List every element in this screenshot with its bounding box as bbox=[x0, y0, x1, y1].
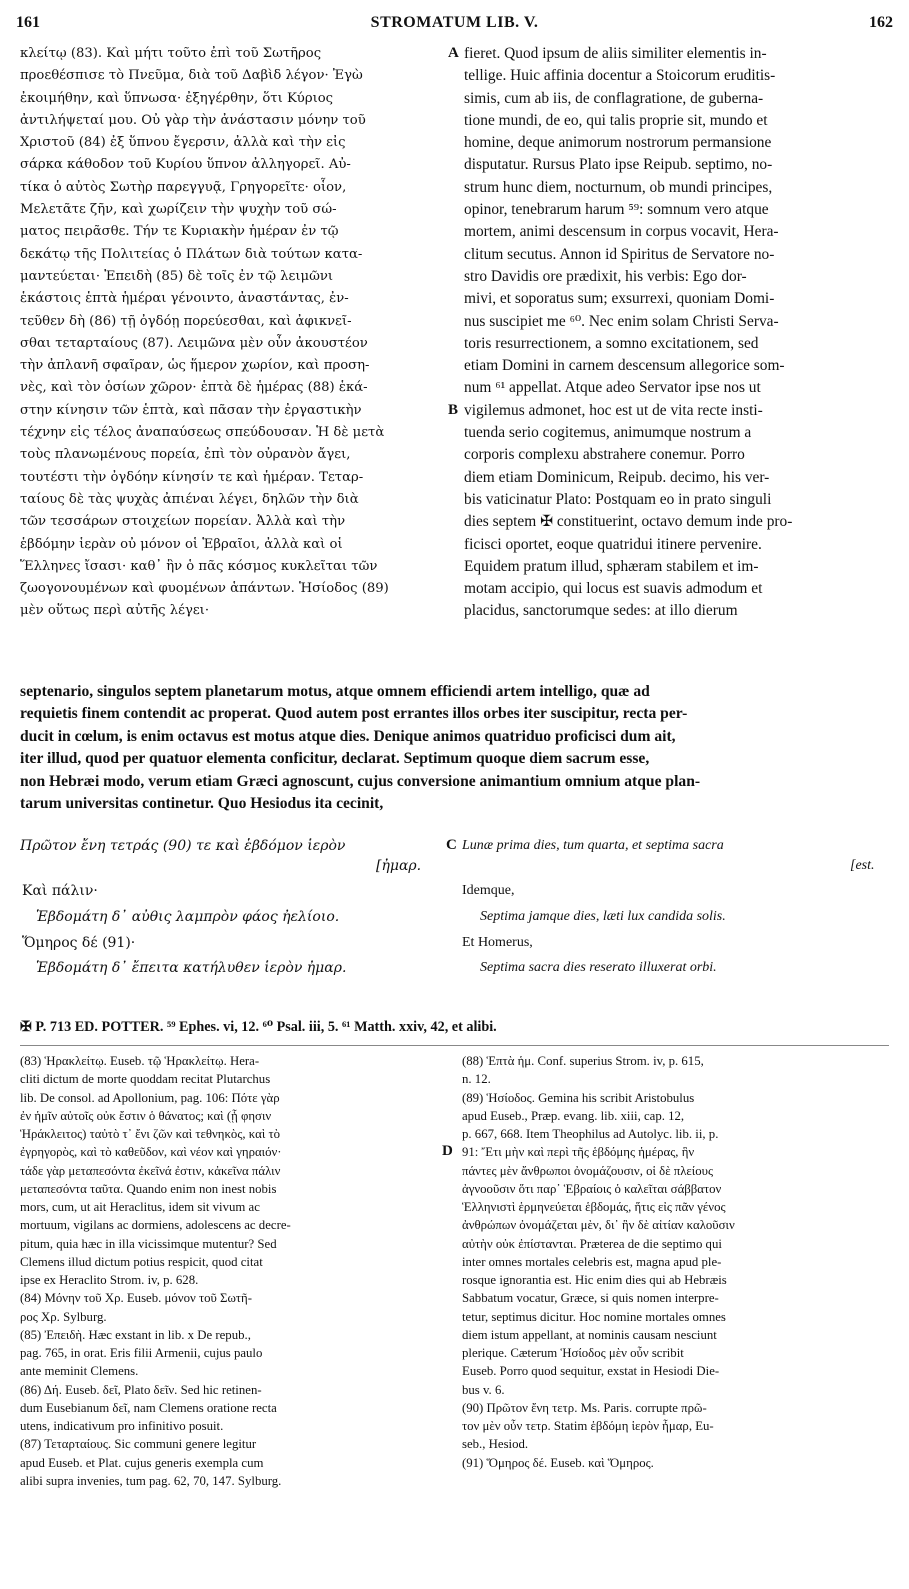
verse-latin-5: Septima sacra dies reserato illuxerat orbi. bbox=[480, 960, 717, 975]
paragraph-line: ducit in cœlum, is enim octavus est motus atque dies. Denique animos quatriduo proficisci dum ait, bbox=[20, 727, 676, 745]
verse-latin-4: Et Homerus, bbox=[462, 935, 533, 950]
footnote-references: ✠ P. 713 ED. POTTER. ⁵⁹ Ephes. vi, 12. ⁶⁰ Psal. iii, 5. ⁶¹ Matth. xxiv, 42, et alibi. bbox=[20, 1019, 497, 1035]
latin-text-line: tellige. Huic affinia docentur a Stoicorum eruditis- bbox=[464, 67, 776, 85]
latin-text-line: vigilemus admonet, hoc est ut de vita recte insti- bbox=[464, 401, 763, 419]
note-line: diem istum appellant, at nominis causam nesciunt bbox=[462, 1327, 717, 1342]
latin-text-line: dies septem ✠ constituerint, octavo demum inde pro- bbox=[464, 513, 793, 531]
greek-text-line: ματος πειρᾶσθε. Τήν τε Κυριακὴν ἡμέραν ἐν τῷ bbox=[20, 224, 339, 240]
verse-greek-1: Πρῶτον ἔνη τετράς (90) τε καὶ ἑβδόμον ἱερὸν bbox=[20, 838, 346, 854]
latin-text-line: num ⁶¹ appellat. Atque adeo Servator ipse nos ut bbox=[464, 379, 761, 397]
note-line: pitum, quia hæc in illa vicissimque mutentur? Sed bbox=[20, 1236, 277, 1251]
note-line: pag. 765, in orat. Eris filii Armenii, cujus paulo bbox=[20, 1346, 263, 1360]
latin-text-line: etiam Domini in carnem descensum allegorice som- bbox=[464, 357, 785, 375]
note-line: rosque ignorantia est. Hic enim dies qui ab Hebræis bbox=[462, 1273, 727, 1287]
verse-greek-2: Καὶ πάλιν· bbox=[22, 883, 98, 899]
paragraph-line: requietis finem contendit ac properat. Quod autem post errantes illos orbes iter suscipitur, recta per- bbox=[20, 705, 688, 723]
latin-text-line: mivi, et soporatus sum; exsurrexi, quoniam Domi- bbox=[464, 290, 775, 308]
verse-greek-4: Ὅμηρος δέ (91)· bbox=[22, 935, 136, 951]
verse-latin-1: Lunæ prima dies, tum quarta, et septima sacra bbox=[462, 838, 724, 853]
running-title: STROMATUM LIB. V. bbox=[370, 14, 539, 31]
greek-text-line: ἐκοιμήθην, καὶ ὕπνωσα· ἐξηγέρθην, ὅτι Κύριος bbox=[20, 90, 334, 106]
note-line: ἐγρηγορὸς, καὶ τὸ καθεῦδον, καὶ νέον καὶ γηραιόν· bbox=[20, 1145, 282, 1160]
latin-text-line: toris resurrectionem, a somno excitationem, sed bbox=[464, 334, 759, 352]
note-line: cliti dictum de morte quoddam recitat Plutarchus bbox=[20, 1072, 271, 1087]
note-line: (88) Ἑπτὰ ἡμ. Conf. superius Strom. iv, p. 615, bbox=[462, 1054, 704, 1068]
verse-latin-1-cont: [est. bbox=[850, 858, 875, 873]
greek-text-line: προεθέσπισε τὸ Πνεῦμα, διὰ τοῦ Δαβὶδ λέγον· Ἐγὼ bbox=[20, 68, 363, 84]
greek-text-line: κλείτῳ (83). Καὶ μήτι τοῦτο ἐπὶ τοῦ Σωτῆρος bbox=[20, 46, 322, 61]
note-line: μεταπεσόντα ταῦτα. Quando enim non inest nobis bbox=[20, 1181, 277, 1196]
note-line: τάδε γὰρ μεταπεσόντα ἐκεῖνά ἐστιν, κἀκεῖνα πάλιν bbox=[20, 1163, 281, 1178]
greek-text-line: ἑβδόμην ἱερὰν οὐ μόνον οἱ Ἑβραῖοι, ἀλλὰ καὶ οἱ bbox=[20, 536, 343, 552]
latin-text-line: disputatur. Rursus Plato ipse Reipub. septimo, no- bbox=[464, 156, 773, 174]
full-width-paragraph bbox=[20, 681, 888, 815]
note-line: (83) Ἡρακλείτῳ. Euseb. τῷ Ἡρακλείτῳ. Hera- bbox=[20, 1054, 260, 1068]
note-line: Euseb. Porro quod sequitur, exstat in Hesiodi Die- bbox=[462, 1364, 720, 1379]
latin-text-line: opinor, tenebrarum harum ⁵⁹: somnum vero atque bbox=[464, 201, 769, 219]
greek-text-line: τοὺς πλανωμένους πορεία, ἐπὶ τὸν οὐρανὸν ἄγει, bbox=[20, 447, 351, 463]
verse-greek-5: Ἑβδομάτη δ᾽ ἔπειτα κατήλυθεν ἱερὸν ἦμαρ. bbox=[36, 960, 347, 976]
greek-text-line: Ἕλληνες ἴσασι· καθ᾽ ἣν ὁ πᾶς κόσμος κυκλεῖται τῶν bbox=[20, 558, 378, 574]
section-marker-a: A bbox=[448, 45, 459, 61]
latin-text-column bbox=[464, 43, 892, 623]
note-line: (85) Ἐπειδὴ. Hæc exstant in lib. x De repub., bbox=[20, 1327, 251, 1342]
latin-text-line: tuenda serio cogitemus, animumque nostrum a bbox=[464, 424, 752, 442]
greek-text-line: νὲς, καὶ τὸν ὁσίων χῶρον· ἑπτὰ δὲ ἡμέρας (88) ἑκά- bbox=[20, 380, 368, 396]
note-line: bus v. 6. bbox=[462, 1382, 505, 1397]
paragraph-line: tarum universitas continetur. Quo Hesiodus ita cecinit, bbox=[20, 794, 384, 812]
greek-text-line: τεῦθεν δὴ (86) τῇ ὀγδόῃ πορεύεσθαι, καὶ ἀφικνεῖ- bbox=[20, 313, 352, 329]
running-header bbox=[16, 14, 893, 36]
note-line: p. 667, 668. Item Theophilus ad Autolyc. lib. ii, p. bbox=[462, 1127, 719, 1141]
greek-text-line: Χριστοῦ (84) ἐξ ὕπνου ἔγερσιν, ἀλλὰ καὶ τὴν εἰς bbox=[20, 135, 346, 151]
greek-text-line: τουτέστι τὴν ὀγδόην κίνησίν τε καὶ ἡμέραν. Τεταρ- bbox=[20, 469, 364, 485]
note-line: 91: Ἔτι μὴν καὶ περὶ τῆς ἑβδόμης ἡμέρας, ἣν bbox=[462, 1145, 695, 1160]
latin-text-line: corporis complexu abstrahere conemur. Porro bbox=[464, 446, 745, 464]
latin-text-line: strum hunc diem, nocturnum, ob mundi principes, bbox=[464, 178, 773, 196]
greek-text-line: δεκάτῳ τῆς Πολιτείας ὁ Πλάτων διὰ τούτων κατα- bbox=[20, 246, 363, 262]
note-line: seb., Hesiod. bbox=[462, 1437, 529, 1452]
note-line: (86) Δή. Euseb. δεῖ, Plato δεῖν. Sed hic retinen- bbox=[20, 1382, 262, 1397]
note-line: πάντες μὲν ἄνθρωποι ὀνομάζουσιν, οἱ δὲ πλείους bbox=[462, 1163, 714, 1178]
verse-greek-1-cont: [ἦμαρ. bbox=[376, 858, 422, 874]
note-line: Ἑλληνιστὶ ἑρμηνεύεται ἑβδομάς, ἥτις εἰς πᾶν γένος bbox=[462, 1200, 726, 1214]
latin-text-line: tione mundi, de eo, qui talis proprie sit, mundo et bbox=[464, 111, 768, 129]
note-line: ipse ex Heraclito Strom. iv, p. 628. bbox=[20, 1273, 199, 1287]
note-line: inter omnes mortales celebris est, magna apud ple- bbox=[462, 1254, 722, 1269]
paragraph-line: iter illud, quod per quatuor elementa conficitur, declarat. Septimum quoque diem sacrum esse, bbox=[20, 750, 650, 768]
latin-text-line: stro Davidis ore prædixit, his verbis: Ego dor- bbox=[464, 267, 747, 285]
note-line: apud Euseb. et Plat. cujus generis exempla cum bbox=[20, 1455, 264, 1470]
page-number-left: 161 bbox=[16, 14, 40, 31]
note-line: n. 12. bbox=[462, 1072, 491, 1087]
latin-text-line: ficisci oportet, eoque quatridui itinere pervenire. bbox=[464, 535, 762, 553]
page-number-right: 162 bbox=[869, 14, 893, 31]
note-line: tetur, septimus dicitur. Hoc nomine mortales omnes bbox=[462, 1309, 726, 1324]
latin-text-line: diem etiam Dominicum, Reipub. decimo, his ver- bbox=[464, 468, 770, 486]
notes-right-column bbox=[462, 1052, 890, 1472]
greek-text-line: τέχνην εἰς τέλος ἀναπαύσεως σπεύδουσαν. Ἡ δὲ μετὰ bbox=[20, 425, 385, 441]
verse-greek-3: Ἑβδομάτη δ᾽ αὖθις λαμπρὸν φάος ἠελίοιο. bbox=[36, 909, 340, 925]
note-line: apud Euseb., Præp. evang. lib. xiii, cap. 12, bbox=[462, 1108, 685, 1123]
latin-text-line: nus suscipiet me ⁶⁰. Nec enim solam Christi Serva- bbox=[464, 312, 779, 330]
note-line: mors, cum, ut ait Heraclitus, idem sit vivum ac bbox=[20, 1200, 260, 1214]
section-marker-b: B bbox=[448, 402, 459, 418]
note-line: Ἡράκλειτος) ταὐτὸ τ᾽ ἔνι ζῶν καὶ τεθνηκὸς, καὶ τὸ bbox=[20, 1127, 281, 1141]
note-line: (87) Τεταρταίους. Sic communi genere legitur bbox=[20, 1437, 257, 1452]
latin-text-line: Equidem pratum illud, sphæram stabilem et im- bbox=[464, 557, 759, 575]
greek-text-line: ἀντιλήψεταί μου. Οὐ γὰρ τὴν ἀνάστασιν μόνην τοῦ bbox=[20, 112, 366, 128]
note-line: (90) Πρῶτον ἔνη τετρ. Ms. Paris. corrupte πρῶ- bbox=[462, 1400, 707, 1415]
latin-text-line: bis vaticinatur Plato: Postquam eo in prato singuli bbox=[464, 490, 772, 508]
latin-text-line: mortem, animi descensum in corpus vocavit, Hera- bbox=[464, 223, 779, 241]
greek-text-line: μαντεύεται· Ἐπειδὴ (85) δὲ τοῖς ἐν τῷ λειμῶνι bbox=[20, 268, 334, 284]
note-line: mortuum, vigilans ac dormiens, adolescens ac decre- bbox=[20, 1218, 291, 1233]
note-line: (84) Μόνην τοῦ Χρ. Euseb. μόνον τοῦ Σωτῆ- bbox=[20, 1291, 253, 1306]
notes-divider bbox=[20, 1045, 889, 1046]
note-line: ante meminit Clemens. bbox=[20, 1364, 139, 1379]
section-marker-d: D bbox=[442, 1143, 453, 1159]
latin-text-line: placidus, sanctorumque sedes: at illo dierum bbox=[464, 602, 738, 620]
greek-text-line: μὲν οὕτως περὶ αὐτῆς λέγει· bbox=[20, 603, 210, 619]
latin-text-line: motam accipio, qui locus est suavis admodum et bbox=[464, 580, 763, 598]
note-line: Clemens illud dictum potius respicit, quod citat bbox=[20, 1254, 263, 1269]
greek-text-line: ζωογονουμένων καὶ φυομένων ἁπάντων. Ἡσίοδος (89) bbox=[20, 581, 389, 597]
greek-text-line: τίκα ὁ αὐτὸς Σωτὴρ παρεγγυᾷ, Γρηγορεῖτε· οἷον, bbox=[20, 179, 347, 195]
greek-text-line: τὴν ἀπλανῆ σφαῖραν, ὡς ἥμερον χωρίον, καὶ προση- bbox=[20, 358, 370, 374]
greek-text-line: ταίους δὲ τὰς ψυχὰς ἀπιέναι λέγει, δηλῶν τὴν διὰ bbox=[20, 491, 359, 507]
verse-latin-2: Idemque, bbox=[462, 883, 515, 898]
note-line: lib. De consol. ad Apollonium, pag. 106: Πότε γὰρ bbox=[20, 1090, 280, 1105]
greek-text-line: στην κίνησιν τῶν ἑπτὰ, καὶ πᾶσαν τὴν ἐργαστικὴν bbox=[20, 402, 362, 418]
greek-text-line: Μελετᾶτε ζῆν, καὶ χωρίζειν τὴν ψυχὴν τοῦ σώ- bbox=[20, 202, 337, 218]
note-line: ρος Χρ. Sylburg. bbox=[20, 1309, 107, 1324]
greek-text-line: σάρκα κάθοδον τοῦ Κυρίου ὕπνον ἀλληγορεῖ. Αὐ- bbox=[20, 157, 351, 173]
note-line: (89) Ἡσίοδος. Gemina his scribit Aristobulus bbox=[462, 1090, 695, 1105]
latin-text-line: clitum secutus. Annon id Spiritus de Servatore no- bbox=[464, 245, 775, 263]
note-line: Sabbatum vocatur, Græce, si quis nomen interpre- bbox=[462, 1291, 719, 1306]
paragraph-line: septenario, singulos septem planetarum motus, atque omnem efficiendi artem intelligo, quæ ad bbox=[20, 683, 650, 700]
latin-text-line: homine, deque animorum nostrorum permansione bbox=[464, 134, 772, 152]
greek-text-column bbox=[20, 43, 452, 623]
greek-text-line: σθαι τεταρταίους (87). Λειμῶνα μὲν οὖν ἀκουστέον bbox=[20, 335, 368, 351]
verse-latin-3: Septima jamque dies, læti lux candida solis. bbox=[480, 909, 726, 924]
greek-text-line: ἑκάστοις ἑπτὰ ἡμέραι γένοιντο, ἀναστάντας, ἐν- bbox=[20, 291, 349, 307]
notes-left-column bbox=[20, 1052, 442, 1490]
note-line: alibi supra invenies, tum pag. 62, 70, 147. Sylburg. bbox=[20, 1473, 282, 1488]
latin-text-line: simis, cum ab iis, de conflagratione, de guberna- bbox=[464, 89, 764, 107]
note-line: (91) Ὅμηρος δέ. Euseb. καὶ Ὅμηρος. bbox=[462, 1455, 654, 1470]
note-line: αὐτὴν οὐκ ἐπίστανται. Præterea de die septimo qui bbox=[462, 1236, 722, 1251]
latin-text-line: fieret. Quod ipsum de aliis similiter elementis in- bbox=[464, 45, 767, 62]
note-line: ἀγνοοῦσιν ὅτι παρ᾽ Ἑβραίοις ὁ καλεῖται σάββατον bbox=[462, 1181, 722, 1196]
note-line: plerique. Cæterum Ἡσίοδος μὲν οὖν scribit bbox=[462, 1346, 684, 1360]
note-line: τον μὲν οὖν τετρ. Statim ἑβδόμη ἱερὸν ἦμαρ, Eu- bbox=[462, 1419, 714, 1433]
section-marker-c: C bbox=[446, 837, 457, 853]
note-line: ἐν ἡμῖν αὐτοῖς οὐκ ἔστιν ὁ θάνατος; καὶ (ᾗ φησιν bbox=[20, 1108, 272, 1123]
note-line: dum Eusebianum δεῖ, nam Clemens oratione recta bbox=[20, 1400, 277, 1415]
paragraph-line: non Hebræi modo, verum etiam Græci agnoscunt, cujus conversione animantium omnium atque plan- bbox=[20, 772, 701, 790]
greek-text-line: τῶν τεσσάρων στοιχείων πορείαν. Ἀλλὰ καὶ τὴν bbox=[20, 514, 346, 530]
note-line: ἀνθρώπων ὀνομάζεται μὲν, δι᾽ ἣν δὲ αἰτίαν καλοῦσιν bbox=[462, 1218, 735, 1233]
note-line: utens, indicativum pro infinitivo posuit. bbox=[20, 1419, 224, 1433]
